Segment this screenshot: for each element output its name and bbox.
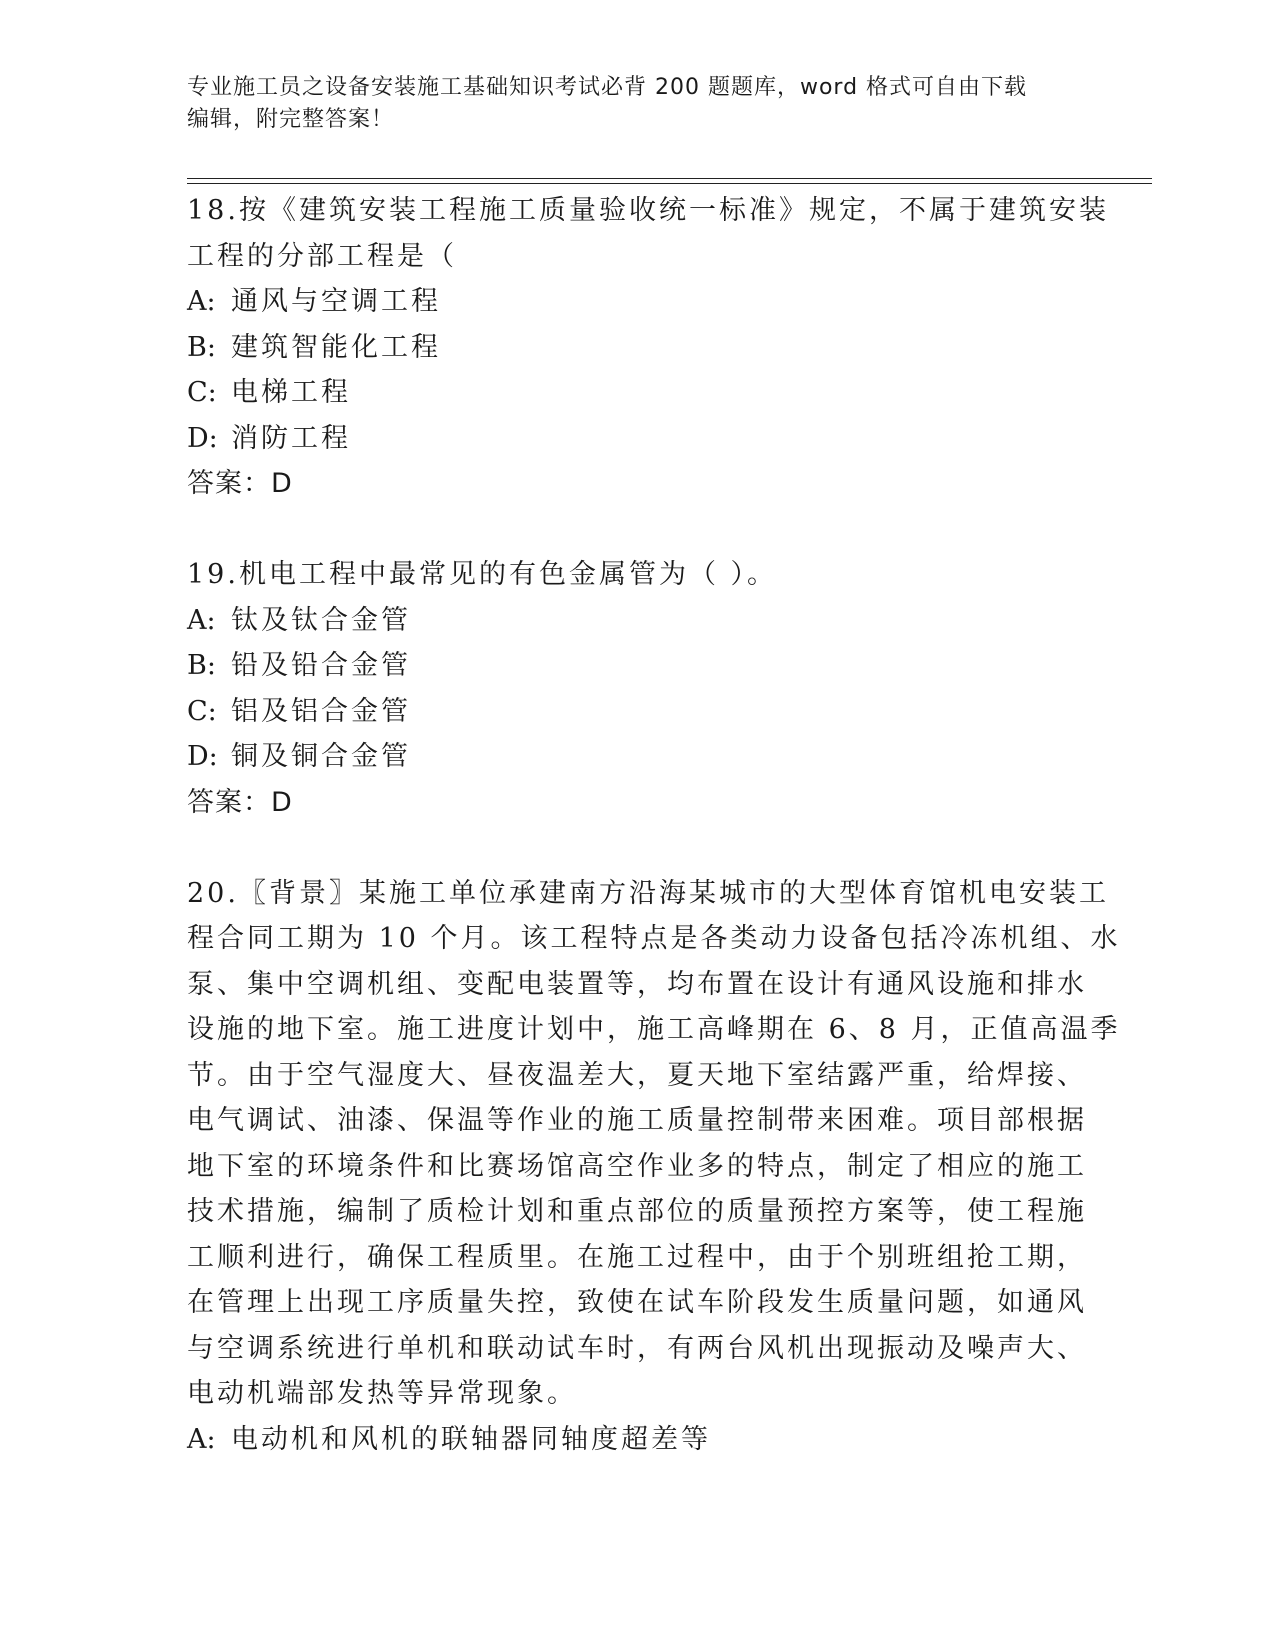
option-d xyxy=(187,734,1087,780)
question-spacer xyxy=(187,825,1087,871)
option-a xyxy=(187,279,1087,325)
option-letter: B: xyxy=(187,650,216,681)
option-a xyxy=(187,598,1087,644)
question-stem-line: 泵、集中空调机组、变配电装置等，均布置在设计有通风设施和排水 xyxy=(187,968,1087,1000)
question-stem-line: 工顺利进行，确保工程质里。在施工过程中，由于个别班组抢工期， xyxy=(187,1241,1087,1273)
question-19 xyxy=(187,552,1087,825)
question-stem-line: 工程的分部工程是（ xyxy=(187,240,457,272)
answer-label: 答案：D xyxy=(187,468,293,499)
option-a xyxy=(187,1417,1087,1463)
option-d xyxy=(187,416,1087,462)
option-text: 铜及铜合金管 xyxy=(231,741,411,772)
answer-label: 答案：D xyxy=(187,786,293,818)
option-text: 铝及铝合金管 xyxy=(231,695,411,727)
option-letter: D: xyxy=(187,741,218,772)
option-text: 建筑智能化工程 xyxy=(231,331,441,363)
question-stem-line: 程合同工期为 10 个月。该工程特点是各类动力设备包括冷冻机组、水 xyxy=(187,923,1121,954)
option-letter: D: xyxy=(187,422,218,454)
option-text: 铅及铅合金管 xyxy=(231,650,411,681)
option-letter: B: xyxy=(187,331,216,363)
option-letter: A: xyxy=(187,1423,216,1455)
question-stem-line: 设施的地下室。施工进度计划中，施工高峰期在 6、8 月，正值高温季 xyxy=(187,1014,1121,1045)
question-stem-line: 20.〖背景〗某施工单位承建南方沿海某城市的大型体育馆机电安装工 xyxy=(187,877,1109,909)
option-b xyxy=(187,643,1087,689)
question-stem-line: 18.按《建筑安装工程施工质量验收统一标准》规定，不属于建筑安装 xyxy=(187,195,1109,226)
question-18 xyxy=(187,188,1109,507)
question-stem-line: 节。由于空气湿度大、昼夜温差大，夏天地下室结露严重，给焊接、 xyxy=(187,1059,1087,1091)
question-20 xyxy=(187,871,1121,1463)
option-c xyxy=(187,689,1087,735)
option-text: 钛及钛合金管 xyxy=(231,604,411,636)
document-header xyxy=(187,72,1067,136)
option-c xyxy=(187,370,1087,416)
option-text: 电动机和风机的联轴器同轴度超差等 xyxy=(231,1423,711,1455)
question-stem-line: 地下室的环境条件和比赛场馆高空作业多的特点，制定了相应的施工 xyxy=(187,1150,1087,1182)
question-stem-line: 19.机电工程中最常见的有色金属管为（ ）。 xyxy=(187,559,778,590)
option-letter: C: xyxy=(187,377,217,408)
option-letter: A: xyxy=(187,286,216,317)
question-list xyxy=(187,188,1121,1462)
option-text: 通风与空调工程 xyxy=(231,286,441,317)
header-line-1: 专业施工员之设备安装施工基础知识考试必背 200 题题库，word 格式可自由下载 xyxy=(187,75,1028,100)
option-text: 电梯工程 xyxy=(231,377,351,408)
question-stem-line: 电气调试、油漆、保温等作业的施工质量控制带来困难。项目部根据 xyxy=(187,1105,1087,1136)
header-line-2: 编辑，附完整答案！ xyxy=(187,107,395,132)
option-text: 消防工程 xyxy=(231,422,351,454)
header-divider-bottom xyxy=(187,183,1152,184)
question-stem-line: 在管理上出现工序质量失控，致使在试车阶段发生质量问题，如通风 xyxy=(187,1287,1087,1318)
question-stem-line: 技术措施，编制了质检计划和重点部位的质量预控方案等，使工程施 xyxy=(187,1196,1087,1227)
option-letter: A: xyxy=(187,604,216,636)
header-divider-top xyxy=(187,178,1152,179)
option-letter: C: xyxy=(187,695,217,727)
question-stem-line: 电动机端部发热等异常现象。 xyxy=(187,1378,577,1409)
option-b xyxy=(187,325,1087,371)
question-spacer xyxy=(187,507,1087,553)
question-stem-line: 与空调系统进行单机和联动试车时，有两台风机出现振动及噪声大、 xyxy=(187,1332,1087,1364)
